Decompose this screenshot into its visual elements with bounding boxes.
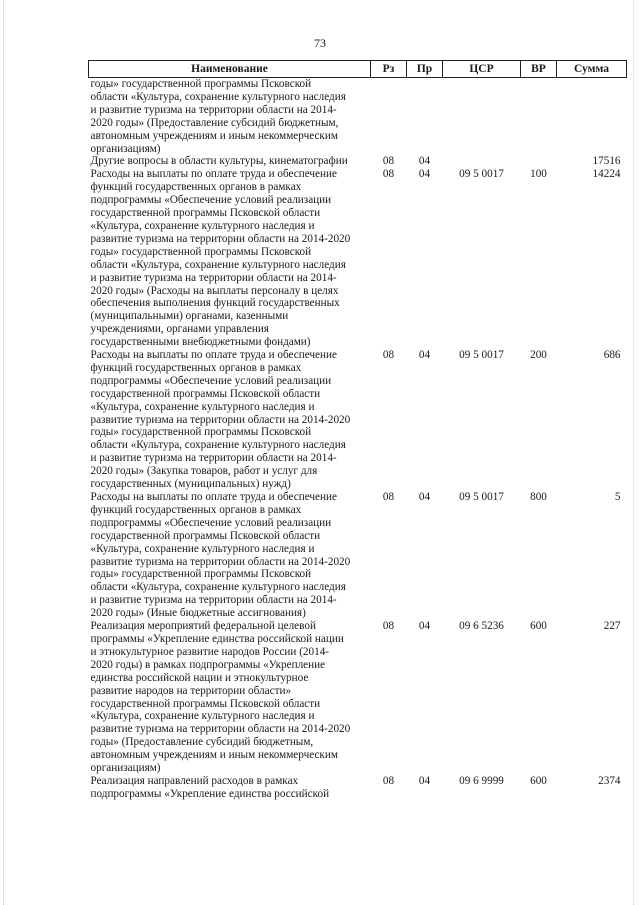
row-name-line: 2020 годы» (Расходы на выплаты персоналу в целях <box>90 284 339 297</box>
row-vr <box>521 155 557 168</box>
row-name-line: государственной программы Псковской области <box>90 529 321 542</box>
table-body <box>89 78 627 801</box>
row-rz: 08 <box>382 620 395 633</box>
row-sum <box>557 78 627 156</box>
row-name-line: развитие туризма на территории области на 2014-2020 <box>90 413 351 426</box>
row-name-line: Расходы на выплаты по оплате труда и обеспечение <box>90 491 337 503</box>
row-name <box>89 168 371 349</box>
header-vr: ВР <box>521 61 557 78</box>
row-name-line: области «Культура, сохранение культурного наследия <box>90 439 346 452</box>
row-name-line: государственных (муниципальных) нужд) <box>90 478 291 491</box>
row-name-line: развитие туризма на территории области на 2014-2020 <box>90 723 351 736</box>
row-name-line: области «Культура, сохранение культурного наследия <box>90 581 346 594</box>
row-rz <box>371 78 407 156</box>
table-header-row <box>89 61 627 78</box>
row-vr: 100 <box>530 168 547 181</box>
scan-edge-right <box>633 0 635 905</box>
row-name-line: государственной программы Псковской области <box>90 387 321 400</box>
scan-edge-left <box>3 0 5 905</box>
row-name-line: «Культура, сохранение культурного наследия и <box>90 219 315 232</box>
row-pr: 04 <box>418 491 431 503</box>
row-name-line: Реализация направлений расходов в рамках <box>90 774 299 787</box>
row-vr: 800 <box>530 491 547 503</box>
row-name-line: развитие народов на территории области» <box>90 684 292 697</box>
row-name <box>89 349 371 491</box>
table-row <box>89 775 627 801</box>
row-pr: 04 <box>418 774 431 787</box>
page-number: 73 <box>314 36 326 50</box>
row-name-line: развитие туризма на территории области на 2014-2020 <box>90 232 351 245</box>
row-name <box>89 620 371 775</box>
row-name-line: годы» государственной программы Псковской <box>90 78 312 90</box>
row-name-line: и развитие туризма на территории области на 2014- <box>90 594 337 607</box>
row-csr: 09 6 9999 <box>459 774 504 787</box>
row-rz: 08 <box>382 155 395 168</box>
row-name-line: подпрограммы «Обеспечение условий реализации <box>90 516 332 529</box>
row-name-line: функций государственных органов в рамках <box>90 361 302 374</box>
row-pr: 04 <box>418 168 431 181</box>
header-name: Наименование <box>89 61 371 78</box>
row-name-line: подпрограммы «Обеспечение условий реализации <box>90 194 332 207</box>
row-vr: 200 <box>530 349 547 362</box>
row-name <box>89 491 371 620</box>
row-sum: 227 <box>603 620 621 633</box>
row-name-line: и развитие туризма на территории области на 2014- <box>90 271 337 284</box>
row-name-line: программы «Укрепление единства российской нации <box>90 632 344 645</box>
row-sum: 686 <box>603 349 621 362</box>
row-name-line: 2020 годы» (Иные бюджетные ассигнования) <box>90 607 306 620</box>
row-pr: 04 <box>418 620 431 633</box>
row-name-line: Расходы на выплаты по оплате труда и обеспечение <box>90 349 337 362</box>
row-name-line: годы» государственной программы Псковской <box>90 426 312 439</box>
header-csr: ЦСР <box>443 61 521 78</box>
row-sum: 5 <box>614 491 621 503</box>
header-rz: Рз <box>371 61 407 78</box>
row-name-line: функций государственных органов в рамках <box>90 181 302 194</box>
row-name-line: и развитие туризма на территории области на 2014- <box>90 452 337 465</box>
row-name-line: подпрограммы «Укрепление единства российской <box>90 787 330 800</box>
row-name-line: области «Культура, сохранение культурного наследия <box>90 90 346 103</box>
row-name-line: Расходы на выплаты по оплате труда и обеспечение <box>90 168 337 181</box>
row-name-line: единства российской нации и этнокультурное <box>90 671 309 684</box>
header-pr: Пр <box>407 61 443 78</box>
row-sum: 17516 <box>592 155 621 168</box>
row-name-line: «Культура, сохранение культурного наследия и <box>90 400 315 413</box>
row-name <box>89 78 371 156</box>
row-name-line: организациям) <box>90 142 161 155</box>
header-sum: Сумма <box>557 61 627 78</box>
row-name-line: годы» государственной программы Псковской <box>90 245 312 258</box>
row-name-line: и развитие туризма на территории области на 2014- <box>90 103 337 116</box>
row-vr: 600 <box>530 774 547 787</box>
table-row <box>89 168 627 349</box>
row-csr: 09 5 0017 <box>459 168 504 181</box>
row-sum: 14224 <box>592 168 621 181</box>
row-name-line: годы» (Предоставление субсидий бюджетным, <box>90 736 314 749</box>
row-rz: 08 <box>382 491 395 503</box>
row-vr: 600 <box>530 620 547 633</box>
row-name-line: области «Культура, сохранение культурного наследия <box>90 258 346 271</box>
row-name-line: развитие туризма на территории области на 2014-2020 <box>90 555 351 568</box>
row-rz: 08 <box>382 774 395 787</box>
row-csr <box>443 78 521 156</box>
row-pr <box>407 78 443 156</box>
table-row <box>89 491 627 620</box>
row-rz: 08 <box>382 168 395 181</box>
row-name-line: (муниципальными) органами, казенными <box>90 310 289 323</box>
row-csr: 09 5 0017 <box>459 349 504 362</box>
budget-table <box>88 60 626 801</box>
row-name <box>89 775 371 801</box>
row-name-line: 2020 годы) в рамках подпрограммы «Укрепление <box>90 658 326 671</box>
row-rz: 08 <box>382 349 395 362</box>
row-vr <box>521 78 557 156</box>
row-name-line: автономным учреждениям и иным некоммерческим <box>90 129 338 142</box>
row-pr: 04 <box>418 349 431 362</box>
row-csr: 09 6 5236 <box>459 620 504 633</box>
row-name-line: 2020 годы» (Закупка товаров, работ и услуг для <box>90 465 318 478</box>
row-csr <box>443 155 521 168</box>
row-pr: 04 <box>418 155 431 168</box>
table-row <box>89 620 627 775</box>
row-name-line: государственной программы Псковской области <box>90 697 321 710</box>
table-row <box>89 155 627 168</box>
row-name <box>89 155 371 168</box>
table-row <box>89 78 627 156</box>
row-name-line: и этнокультурное развитие народов России (2014- <box>90 645 330 658</box>
row-name-line: учреждениями, органами управления <box>90 323 269 336</box>
budget-table-grid <box>88 60 627 801</box>
row-name-line: организациям) <box>90 762 161 775</box>
row-name-line: подпрограммы «Обеспечение условий реализации <box>90 374 332 387</box>
row-name-line: «Культура, сохранение культурного наследия и <box>90 542 315 555</box>
row-sum: 2374 <box>598 774 621 787</box>
row-name-line: обеспечения выполнения функций государственных <box>90 297 340 310</box>
row-name-line: автономным учреждениям и иным некоммерческим <box>90 749 338 762</box>
row-name-line: Реализация мероприятий федеральной целевой <box>90 620 316 633</box>
row-name-line: Другие вопросы в области культуры, кинематографии <box>90 155 348 168</box>
row-name-line: «Культура, сохранение культурного наследия и <box>90 710 315 723</box>
row-name-line: функций государственных органов в рамках <box>90 503 302 516</box>
row-name-line: 2020 годы» (Предоставление субсидий бюджетным, <box>90 116 339 129</box>
row-name-line: государственными внебюджетными фондами) <box>90 336 311 349</box>
table-row <box>89 349 627 491</box>
row-csr: 09 5 0017 <box>459 491 504 503</box>
row-name-line: годы» государственной программы Псковской <box>90 568 312 581</box>
row-name-line: государственной программы Псковской области <box>90 207 321 220</box>
